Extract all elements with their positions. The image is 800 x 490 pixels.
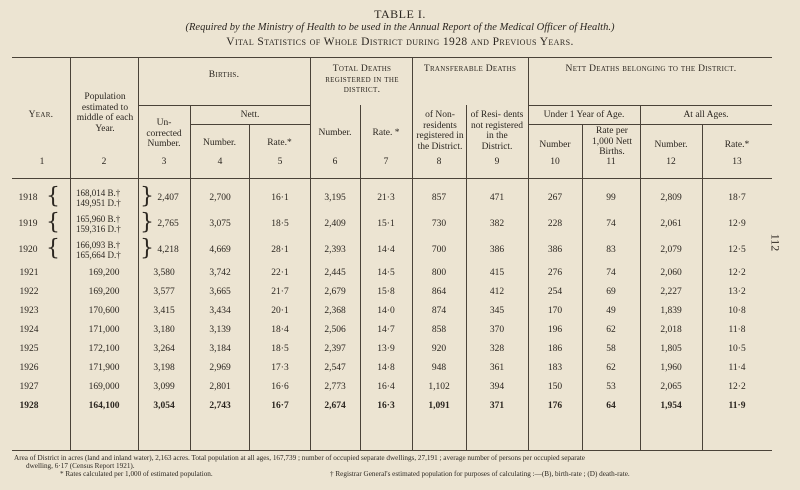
cell-u1-num: 228 [547, 219, 563, 229]
header-all-ages: At all Ages. [683, 110, 729, 120]
footnote-area-continued: dwelling, 6·17 (Census Report 1921). [26, 462, 135, 470]
cell-deaths-num: 2,506 [324, 325, 346, 335]
cell-u1-num: 186 [547, 344, 563, 354]
cell-deaths-num: 2,368 [324, 306, 346, 316]
year-cell: 1921 [19, 268, 39, 278]
left-brace-icon: { [46, 236, 60, 261]
cell-u1-rate: 62 [606, 325, 616, 335]
cell-res-not: 471 [489, 193, 505, 203]
header-nett-rate: Rate.* [267, 138, 292, 148]
population-death-rate: 149,951 D.† [76, 198, 121, 208]
left-brace-icon: { [46, 184, 60, 209]
column-number: 13 [732, 157, 742, 167]
column-number: 11 [606, 157, 616, 167]
header-under-1: Under 1 Year of Age. [543, 110, 625, 120]
cell-u1-rate: 49 [606, 306, 616, 316]
cell-all-num: 2,065 [660, 382, 682, 392]
cell-u1-rate: 83 [606, 245, 616, 255]
cell-deaths-num: 2,773 [324, 382, 346, 392]
year-cell: 1923 [19, 306, 39, 316]
cell-nett-num: 2,700 [209, 193, 231, 203]
col-rule-1 [70, 57, 71, 450]
cell-nett-rate: 18·5 [271, 219, 289, 229]
cell-res-not: 386 [489, 245, 505, 255]
column-number: 5 [277, 157, 283, 167]
cell-nett-rate: 18·5 [271, 344, 289, 354]
cell-deaths-num: 2,393 [324, 245, 346, 255]
cell-all-rate: 12·2 [728, 382, 746, 392]
cell-deaths-num: 3,195 [324, 193, 346, 203]
year-cell: 1918 [18, 193, 38, 203]
header-rule-nett-deaths [528, 105, 772, 106]
cell-non-res: 948 [431, 363, 447, 373]
cell-deaths-rate: 14·0 [377, 306, 395, 316]
cell-nett-num: 4,669 [209, 245, 231, 255]
year-cell: 1928 [19, 401, 39, 411]
cell-nett-rate: 16·1 [271, 193, 289, 203]
header-all-number: Number. [654, 140, 688, 150]
header-transferable: Transferable Deaths [423, 64, 517, 74]
header-u1-rate: Rate per 1,000 Nett Births. [591, 126, 633, 157]
population-death-rate: 165,664 D.† [76, 250, 121, 260]
cell-res-not: 345 [489, 306, 505, 316]
cell-deaths-num: 2,397 [324, 344, 346, 354]
header-rule-nett [190, 124, 310, 125]
cell-deaths-rate: 14·4 [377, 245, 395, 255]
table-top-rule [12, 57, 772, 58]
cell-res-not: 394 [489, 382, 505, 392]
cell-deaths-num: 2,679 [324, 287, 346, 297]
header-deaths-number: Number. [318, 128, 352, 138]
population-death-rate: 159,316 D.† [76, 224, 121, 234]
column-number: 7 [383, 157, 389, 167]
cell-all-rate: 13·2 [728, 287, 746, 297]
year-cell: 1922 [19, 287, 39, 297]
cell-nett-num: 2,743 [209, 401, 231, 411]
cell-u1-rate: 69 [606, 287, 616, 297]
header-u1-number: Number [539, 140, 571, 150]
header-nett: Nett. [240, 110, 260, 120]
cell-uncorr: 4,218 [157, 245, 179, 255]
cell-all-num: 1,954 [660, 401, 682, 411]
cell-u1-num: 183 [547, 363, 563, 373]
population-cell: 169,000 [88, 382, 120, 392]
cell-nett-num: 3,184 [209, 344, 231, 354]
cell-uncorr: 3,099 [153, 382, 175, 392]
cell-non-res: 1,091 [428, 401, 450, 411]
footnote-registrar: † Registrar General's estimated population for purposes of calculating :—(B), birth-rate ; (D) death-rate. [330, 470, 630, 478]
cell-all-num: 2,809 [660, 193, 682, 203]
cell-u1-num: 386 [547, 245, 563, 255]
cell-all-num: 1,960 [660, 363, 682, 373]
cell-uncorr: 2,407 [157, 193, 179, 203]
header-deaths-rate: Rate. * [372, 128, 400, 138]
year-cell: 1924 [19, 325, 39, 335]
cell-uncorr: 3,415 [153, 306, 175, 316]
cell-uncorr: 3,198 [153, 363, 175, 373]
cell-res-not: 415 [489, 268, 505, 278]
cell-all-rate: 18·7 [728, 193, 746, 203]
cell-nett-num: 3,742 [209, 268, 231, 278]
cell-deaths-rate: 14·8 [377, 363, 395, 373]
cell-u1-rate: 53 [606, 382, 616, 392]
year-cell: 1926 [19, 363, 39, 373]
cell-res-not: 382 [489, 219, 505, 229]
header-bottom-rule [12, 178, 772, 179]
cell-u1-num: 170 [547, 306, 563, 316]
cell-nett-rate: 17·3 [271, 363, 289, 373]
cell-deaths-num: 2,547 [324, 363, 346, 373]
cell-all-rate: 12·5 [728, 245, 746, 255]
header-uncorrected: Un- corrected Number. [146, 118, 182, 149]
col-rule-12 [702, 124, 703, 450]
cell-u1-rate: 74 [606, 268, 616, 278]
left-brace-icon: { [46, 210, 60, 235]
cell-deaths-num: 2,409 [324, 219, 346, 229]
cell-deaths-rate: 13·9 [377, 344, 395, 354]
cell-all-num: 2,060 [660, 268, 682, 278]
cell-all-rate: 10·8 [728, 306, 746, 316]
header-rule-subgroups [528, 124, 772, 125]
column-number: 3 [161, 157, 167, 167]
cell-non-res: 700 [431, 245, 447, 255]
cell-all-rate: 11·9 [728, 401, 746, 411]
cell-u1-rate: 64 [606, 401, 616, 411]
cell-uncorr: 3,577 [153, 287, 175, 297]
cell-res-not: 328 [489, 344, 505, 354]
column-number: 6 [332, 157, 338, 167]
cell-res-not: 361 [489, 363, 505, 373]
table-bottom-rule [12, 450, 772, 451]
col-rule-11 [640, 105, 641, 450]
right-brace-icon: } [140, 184, 154, 209]
cell-deaths-num: 2,445 [324, 268, 346, 278]
cell-deaths-rate: 16·3 [377, 401, 395, 411]
cell-non-res: 857 [431, 193, 447, 203]
cell-nett-rate: 22·1 [271, 268, 289, 278]
cell-non-res: 864 [431, 287, 447, 297]
footnote-area: Area of District in acres (land and inland water), 2,163 acres. Total population at all ages, 167,739 ; number of occupied separate dwellings, 27,191 ; average number of persons per occupied separate [14, 454, 585, 462]
header-rule-births [138, 105, 310, 106]
cell-uncorr: 3,580 [153, 268, 175, 278]
cell-deaths-rate: 15·1 [377, 219, 395, 229]
cell-u1-num: 276 [547, 268, 563, 278]
cell-deaths-rate: 21·3 [377, 193, 395, 203]
cell-all-num: 2,018 [660, 325, 682, 335]
cell-all-rate: 11·4 [728, 363, 746, 373]
cell-uncorr: 3,264 [153, 344, 175, 354]
cell-nett-rate: 21·7 [271, 287, 289, 297]
cell-all-rate: 10·5 [728, 344, 746, 354]
cell-all-num: 1,805 [660, 344, 682, 354]
population-cell: 169,200 [88, 268, 120, 278]
table-heading: Vital Statistics of Whole District during 1928 and Previous Years. [226, 36, 574, 48]
cell-u1-rate: 62 [606, 363, 616, 373]
cell-non-res: 874 [431, 306, 447, 316]
right-brace-icon: } [140, 236, 154, 261]
cell-nett-num: 3,434 [209, 306, 231, 316]
column-number: 10 [550, 157, 560, 167]
cell-nett-num: 3,075 [209, 219, 231, 229]
population-cell: 170,600 [88, 306, 120, 316]
column-number: 8 [436, 157, 442, 167]
header-nett-deaths: Nett Deaths belonging to the District. [565, 64, 737, 74]
cell-non-res: 1,102 [428, 382, 450, 392]
year-cell: 1920 [18, 245, 38, 255]
cell-u1-rate: 99 [606, 193, 616, 203]
cell-all-num: 1,839 [660, 306, 682, 316]
cell-nett-num: 3,665 [209, 287, 231, 297]
cell-u1-num: 254 [547, 287, 563, 297]
cell-nett-num: 2,801 [209, 382, 231, 392]
header-nett-number: Number. [203, 138, 236, 148]
population-cell: 169,200 [88, 287, 120, 297]
cell-nett-num: 2,969 [209, 363, 231, 373]
cell-u1-num: 150 [547, 382, 563, 392]
cell-u1-num: 267 [547, 193, 563, 203]
cell-u1-rate: 58 [606, 344, 616, 354]
cell-non-res: 858 [431, 325, 447, 335]
header-population: Population estimated to middle of each Year. [76, 92, 134, 134]
cell-uncorr: 3,180 [153, 325, 175, 335]
cell-deaths-rate: 14·7 [377, 325, 395, 335]
column-number: 1 [39, 157, 45, 167]
header-year: Year. [28, 110, 54, 120]
population-cell: 171,000 [88, 325, 120, 335]
page-number: 112 [768, 233, 783, 252]
cell-all-num: 2,079 [660, 245, 682, 255]
population-birth-rate: 166,093 B.† [76, 240, 121, 250]
cell-deaths-rate: 14·5 [377, 268, 395, 278]
cell-nett-rate: 20·1 [271, 306, 289, 316]
population-cell: 164,100 [88, 401, 120, 411]
right-brace-icon: } [140, 210, 154, 235]
population-cell: 171,900 [88, 363, 120, 373]
footnote-rates: * Rates calculated per 1,000 of estimated population. [60, 470, 213, 478]
cell-uncorr: 2,765 [157, 219, 179, 229]
header-all-rate: Rate.* [724, 140, 750, 150]
cell-res-not: 371 [489, 401, 505, 411]
cell-all-rate: 12·2 [728, 268, 746, 278]
cell-non-res: 920 [431, 344, 447, 354]
cell-all-rate: 12·9 [728, 219, 746, 229]
cell-res-not: 370 [489, 325, 505, 335]
population-birth-rate: 165,960 B.† [76, 214, 121, 224]
cell-uncorr: 3,054 [153, 401, 175, 411]
year-cell: 1927 [19, 382, 39, 392]
cell-u1-rate: 74 [606, 219, 616, 229]
column-number: 4 [217, 157, 223, 167]
cell-deaths-rate: 16·4 [377, 382, 395, 392]
cell-deaths-rate: 15·8 [377, 287, 395, 297]
year-cell: 1919 [18, 219, 38, 229]
population-birth-rate: 168,014 B.† [76, 188, 121, 198]
column-number: 2 [101, 157, 107, 167]
cell-nett-num: 3,139 [209, 325, 231, 335]
cell-u1-num: 196 [547, 325, 563, 335]
table-subtitle: (Required by the Ministry of Health to be used in the Annual Report of the Medical Officer of Health.) [185, 22, 615, 33]
cell-non-res: 800 [431, 268, 447, 278]
header-births: Births. [208, 70, 240, 80]
cell-all-rate: 11·8 [728, 325, 746, 335]
cell-nett-rate: 16·6 [271, 382, 289, 392]
header-non-residents: of Non- residents registered in the District. [416, 110, 464, 152]
population-cell: 172,100 [88, 344, 120, 354]
header-residents-not: of Resi- dents not registered in the District. [470, 110, 524, 152]
col-rule-4 [249, 124, 250, 450]
cell-non-res: 730 [431, 219, 447, 229]
header-total-deaths: Total Deaths registered in the district. [325, 64, 399, 95]
cell-nett-rate: 18·4 [271, 325, 289, 335]
cell-nett-rate: 16·7 [271, 401, 289, 411]
column-number: 12 [666, 157, 676, 167]
cell-res-not: 412 [489, 287, 505, 297]
year-cell: 1925 [19, 344, 39, 354]
cell-deaths-num: 2,674 [324, 401, 346, 411]
cell-u1-num: 176 [547, 401, 563, 411]
cell-nett-rate: 28·1 [271, 245, 289, 255]
cell-all-num: 2,227 [660, 287, 682, 297]
table-title: TABLE I. [374, 7, 426, 21]
column-number: 9 [494, 157, 500, 167]
cell-all-num: 2,061 [660, 219, 682, 229]
